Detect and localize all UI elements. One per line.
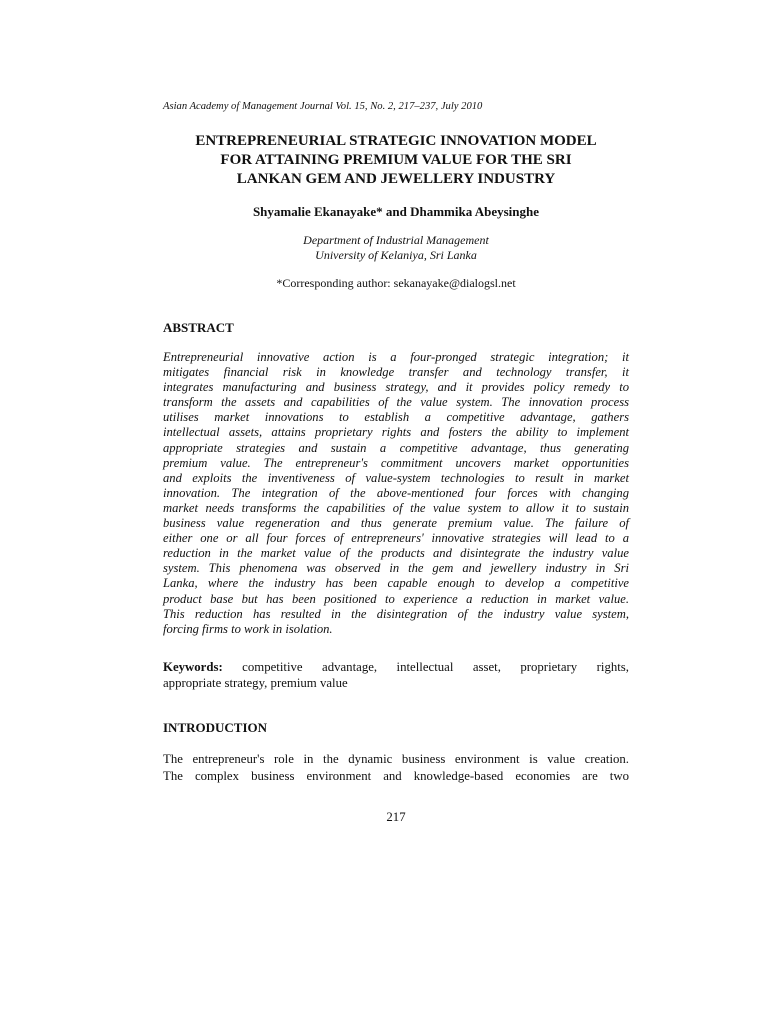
abstract-line: mitigates financial risk in knowledge transfer and technology transfer, it bbox=[163, 365, 629, 380]
abstract-line: product base but has been positioned to experience a reduction in market value. bbox=[163, 591, 629, 606]
abstract-body bbox=[163, 350, 629, 637]
title-line: ENTREPRENEURIAL STRATEGIC INNOVATION MODEL bbox=[195, 133, 597, 149]
keywords bbox=[163, 659, 629, 691]
affiliation-department: Department of Industrial Management bbox=[303, 233, 489, 247]
abstract-line: and exploits the inventiveness of value-system technologies to result in market bbox=[163, 470, 629, 485]
keywords-text: competitive advantage, intellectual asset, proprietary rights, bbox=[242, 660, 629, 674]
abstract-line: transform the assets and capabilities of the value system. The innovation process bbox=[163, 395, 629, 410]
abstract-line: premium value. The entrepreneur's commitment uncovers market opportunities bbox=[163, 455, 629, 470]
title-line: FOR ATTAINING PREMIUM VALUE FOR THE SRI bbox=[220, 152, 572, 168]
abstract-line: reduction in the market value of the products and disintegrate the industry value bbox=[163, 546, 629, 561]
abstract-line: system. This phenomena was observed in the gem and jewellery industry in Sri bbox=[163, 561, 629, 576]
affiliation-university: University of Kelaniya, Sri Lanka bbox=[315, 248, 477, 262]
running-head: Asian Academy of Management Journal Vol. 15, No. 2, 217–237, July 2010 bbox=[163, 101, 483, 112]
keywords-label: Keywords: bbox=[163, 660, 223, 674]
abstract-line: innovation. The integration of the above-mentioned four forces with changing bbox=[163, 485, 629, 500]
abstract-line: Lanka, where the industry has been capable enough to develop a competitive bbox=[163, 576, 629, 591]
abstract-line: business value regeneration and thus generate premium value. The failure of bbox=[163, 516, 629, 531]
title-line: LANKAN GEM AND JEWELLERY INDUSTRY bbox=[236, 171, 556, 187]
page-number: 217 bbox=[386, 810, 406, 824]
keywords-line bbox=[163, 659, 629, 675]
abstract-line: market needs transforms the capabilities of the value system to allow it to sustain bbox=[163, 500, 629, 515]
introduction-body bbox=[163, 751, 629, 784]
authors: Shyamalie Ekanayake* and Dhammika Abeysinghe bbox=[252, 204, 540, 219]
abstract-line: forcing firms to work in isolation. bbox=[163, 621, 333, 636]
corresponding-author: *Corresponding author: sekanayake@dialogsl.net bbox=[276, 276, 516, 290]
abstract-line: intellectual assets, attains proprietary rights and fosters the ability to implement bbox=[163, 425, 629, 440]
paper-title bbox=[163, 132, 629, 189]
abstract-line: either one or all four forces of entrepreneurs' innovative strategies will lead to a bbox=[163, 531, 629, 546]
abstract-line: integrates manufacturing and business strategy, and it provides policy remedy to bbox=[163, 380, 629, 395]
introduction-line: The complex business environment and knowledge-based economies are two bbox=[163, 768, 629, 783]
introduction-heading: INTRODUCTION bbox=[163, 720, 268, 735]
keywords-line: appropriate strategy, premium value bbox=[163, 676, 348, 690]
affiliation bbox=[163, 233, 629, 263]
introduction-line: The entrepreneur's role in the dynamic business environment is value creation. bbox=[163, 752, 629, 766]
abstract-line: utilises market innovations to establish a competitive advantage, gathers bbox=[163, 410, 629, 425]
abstract-line: Entrepreneurial innovative action is a four-pronged strategic integration; it bbox=[163, 350, 629, 364]
abstract-line: appropriate strategies and sustain a competitive advantage, thus generating bbox=[163, 440, 629, 455]
abstract-line: This reduction has resulted in the disintegration of the industry value system, bbox=[163, 606, 629, 621]
abstract-heading: ABSTRACT bbox=[163, 320, 234, 335]
